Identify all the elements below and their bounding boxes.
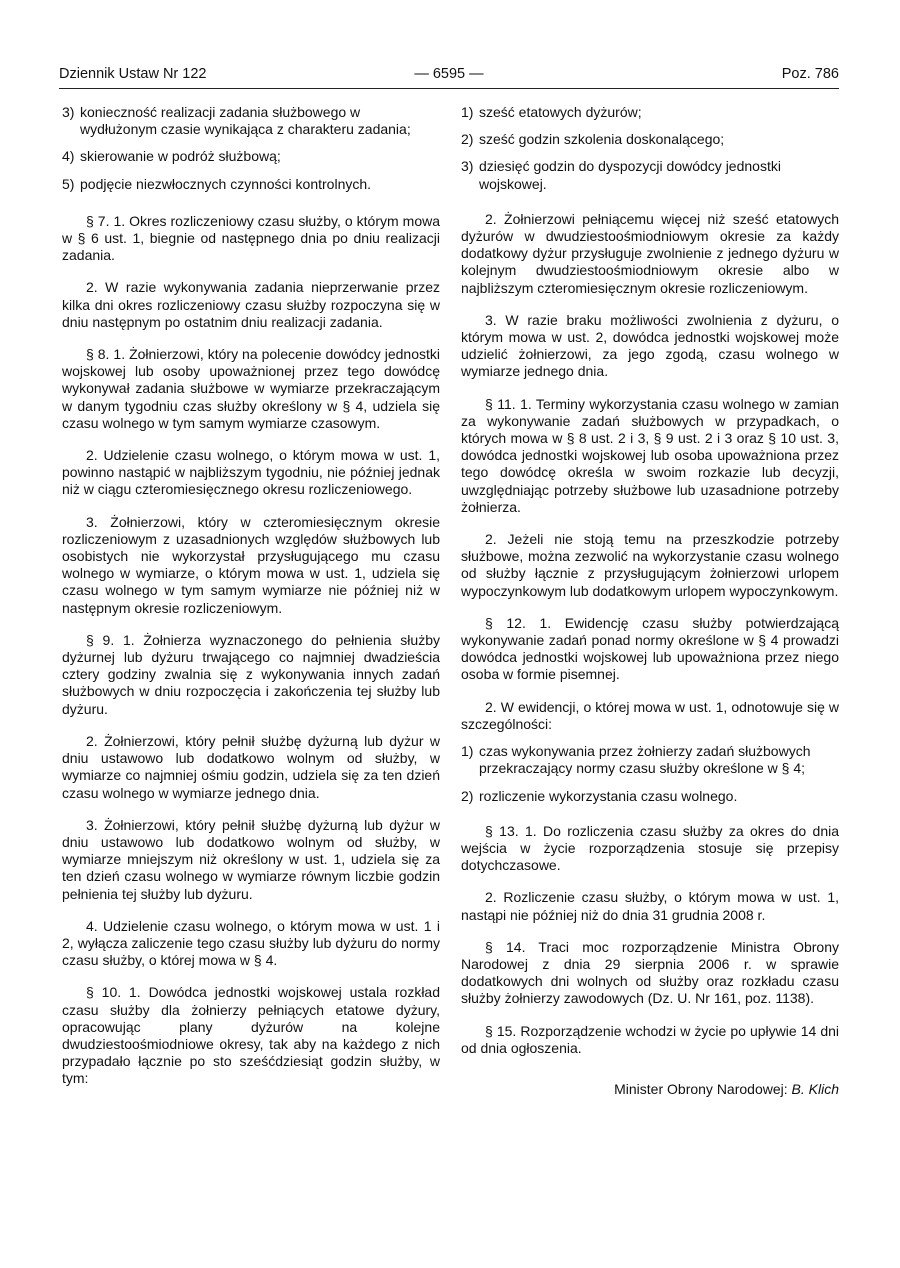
list-text: skierowanie w podróż służbową; [80,148,281,165]
list-text: rozliczenie wykorzystania czasu wolnego. [479,787,738,804]
position-number: Poz. 786 [781,66,839,82]
paragraph-10-2: 2. Żołnierzowi pełniącemu więcej niż sześć etatowych dyżurów w dwudziestoośmiodniowym okresie za każdy dodatkowy dyżur przysługuje zwolnienie z jednego dyżuru w kolejnym dwudziestoośmiodniowym okresie albo w najbliższym czteromiesięcznym okresie rozliczeniowym. [461,210,839,296]
paragraph-15: § 15. Rozporządzenie wchodzi w życie po upływie 14 dni od dnia ogłoszenia. [461,1022,839,1056]
paragraph-12-1: § 12. 1. Ewidencję czasu służby potwierdzającą wykonywanie zadań ponad normy określone w § 4 prowadzi dowódca jednostki wojskowej lub upoważniona przez niego osoba w formie pisemnej. [461,614,839,683]
list-item [62,148,440,165]
signature-role: Minister Obrony Narodowej: [614,1080,792,1097]
left-column [62,104,440,1103]
page-number: — 6595 — [414,66,484,82]
list-item [461,158,839,192]
header-rule [59,88,839,89]
paragraph-12-2: 2. W ewidencji, o której mowa w ust. 1, odnotowuje się w szczególności: [461,698,839,732]
paragraph-13-2: 2. Rozliczenie czasu służby, o którym mowa w ust. 1, nastąpi nie później niż do dnia 31 grudnia 2008 r. [461,889,839,923]
paragraph-9-2: 2. Żołnierzowi, który pełnił służbę dyżurną lub dyżur w dniu ustawowo lub dodatkowo wolnym od służby, w wymiarze co najmniej ośmiu godzin, udziela się za ten dzień czasu wolnego w wymiarze jednego dnia. [62,732,440,801]
paragraph-10-3: 3. W razie braku możliwości zwolnienia z dyżuru, o którym mowa w ust. 2, dowódca jednostki wojskowej może udzielić żołnierzowi, za jego zgodą, czasu wolnego w wymiarze jednego dnia. [461,311,839,380]
right-column [461,104,839,1113]
list-item [62,104,440,138]
page-header [59,64,839,88]
list-item [461,104,839,121]
list-text: dziesięć godzin do dyspozycji dowódcy jednostki wojskowej. [479,158,781,192]
list-number: 4) [62,148,75,165]
list-item [62,176,440,193]
paragraph-8-3: 3. Żołnierzowi, który w czteromiesięcznym okresie rozliczeniowym z uzasadnionych względów służbowych lub osobistych nie wykorzystał przysługującego mu czasu wolnego w wymiarze, o którym mowa w ust. 1, udziela się czasu wolnego w tym samym wymiarze nie później niż w następnym okresie rozliczeniowym. [62,513,440,616]
list-text: podjęcie niezwłocznych czynności kontrolnych. [80,175,372,192]
list-number: 2) [461,787,474,804]
list-number: 1) [461,104,474,120]
list-number: 5) [62,175,75,192]
list-text: konieczność realizacji zadania służbowego w wydłużonym czasie wynikająca z charakteru zadania; [80,104,411,138]
paragraph-9-1: § 9. 1. Żołnierza wyznaczonego do pełnienia służby dyżurnej lub dyżuru trwającego co najmniej dwadzieścia cztery godziny zwalnia się z wykonywania innych zadań służbowych w dniu rozpoczęcia i zakończenia tej służby lub dyżuru. [62,631,440,717]
list-number: 2) [461,131,474,148]
paragraph-11-2: 2. Jeżeli nie stoją temu na przeszkodzie potrzeby służbowe, można zezwolić na wykorzystanie czasu wolnego od służby łącznie z przysługującym żołnierzowi urlopem wypoczynkowym lub dodatkowym urlopem wypoczynkowym. [461,531,839,599]
list-item [461,131,839,148]
list-number: 3) [62,104,75,120]
list-text: sześć etatowych dyżurów; [479,104,642,120]
paragraph-9-4: 4. Udzielenie czasu wolnego, o którym mowa w ust. 1 i 2, wyłącza zaliczenie tego czasu służby lub dyżuru do normy czasu służby, o której mowa w § 4. [62,917,440,969]
list-text: sześć godzin szkolenia doskonalącego; [479,131,725,148]
paragraph-11-1: § 11. 1. Terminy wykorzystania czasu wolnego w zamian za wykonywanie zadań służbowych w przypadkach, o których mowa w § 8 ust. 2 i 3, § 9 ust. 2 i 3 oraz § 10 ust. 3, dowódca jednostki wojskowej lub osoba upoważniona przez tego dowódcę określa w swoim rozkazie lub decyzji, uwzględniając potrzeby służbowe lub uzasadnione potrzeby żołnierza. [461,395,839,515]
paragraph-14: § 14. Traci moc rozporządzenie Ministra Obrony Narodowej z dnia 29 sierpnia 2006 r. w sprawie dodatkowych dni wolnych od służby oraz rozkładu czasu służby żołnierzy zawodowych (Dz. U. Nr 161, poz. 1138). [461,938,839,1007]
list-item [461,788,839,805]
list-number: 3) [461,158,474,175]
list-text: czas wykonywania przez żołnierzy zadań służbowych przekraczający normy czasu służby określone w § 4; [479,743,811,777]
paragraph-10-1: § 10. 1. Dowódca jednostki wojskowej ustala rozkład czasu służby dla żołnierzy pełniących etatowe dyżury, opracowując plany dyżurów na kolejne dwudziestoośmiodniowe okresy, tak aby na każdego z nich przypadało łącznie po sto sześćdziesiąt godzin służby, w tym: [62,984,440,1087]
paragraph-13-1: § 13. 1. Do rozliczenia czasu służby za okres do dnia wejścia w życie rozporządzenia stosuje się przepisy dotychczasowe. [461,822,839,874]
paragraph-7-1: § 7. 1. Okres rozliczeniowy czasu służby, o którym mowa w § 6 ust. 1, biegnie od następnego dnia po dniu realizacji zadania. [62,212,440,264]
paragraph-8-1: § 8. 1. Żołnierzowi, który na polecenie dowódcy jednostki wojskowej lub osoby upoważnionej przez tego dowódcę wykonywał zadania służbowe w wymiarze przekraczającym w danym tygodniu czas służby określony w § 4, udziela się czasu wolnego w tym samym wymiarze czasowym. [62,346,440,431]
paragraph-9-3: 3. Żołnierzowi, który pełnił służbę dyżurną lub dyżur w dniu ustawowo lub dodatkowo wolnym od służby, w wymiarze mniejszym niż określony w ust. 1, udziela się za ten dzień czasu wolnego w wymiarze równym liczbie godzin pełnienia tej służby lub dyżuru. [62,816,440,902]
paragraph-7-2: 2. W razie wykonywania zadania nieprzerwanie przez kilka dni okres rozliczeniowy czasu służby rozpoczyna się w dniu następnym po ostatnim dniu realizacji zadania. [62,279,440,330]
list-number: 1) [461,743,474,760]
list-item [461,743,839,777]
signature-line [461,1081,839,1098]
paragraph-8-2: 2. Udzielenie czasu wolnego, o którym mowa w ust. 1, powinno nastąpić w najbliższym tygodniu, nie później jednak niż w ciągu czteromiesięcznego okresu rozliczeniowego. [62,447,440,498]
journal-title: Dziennik Ustaw Nr 122 [59,66,207,82]
signature-name: B. Klich [791,1080,839,1097]
